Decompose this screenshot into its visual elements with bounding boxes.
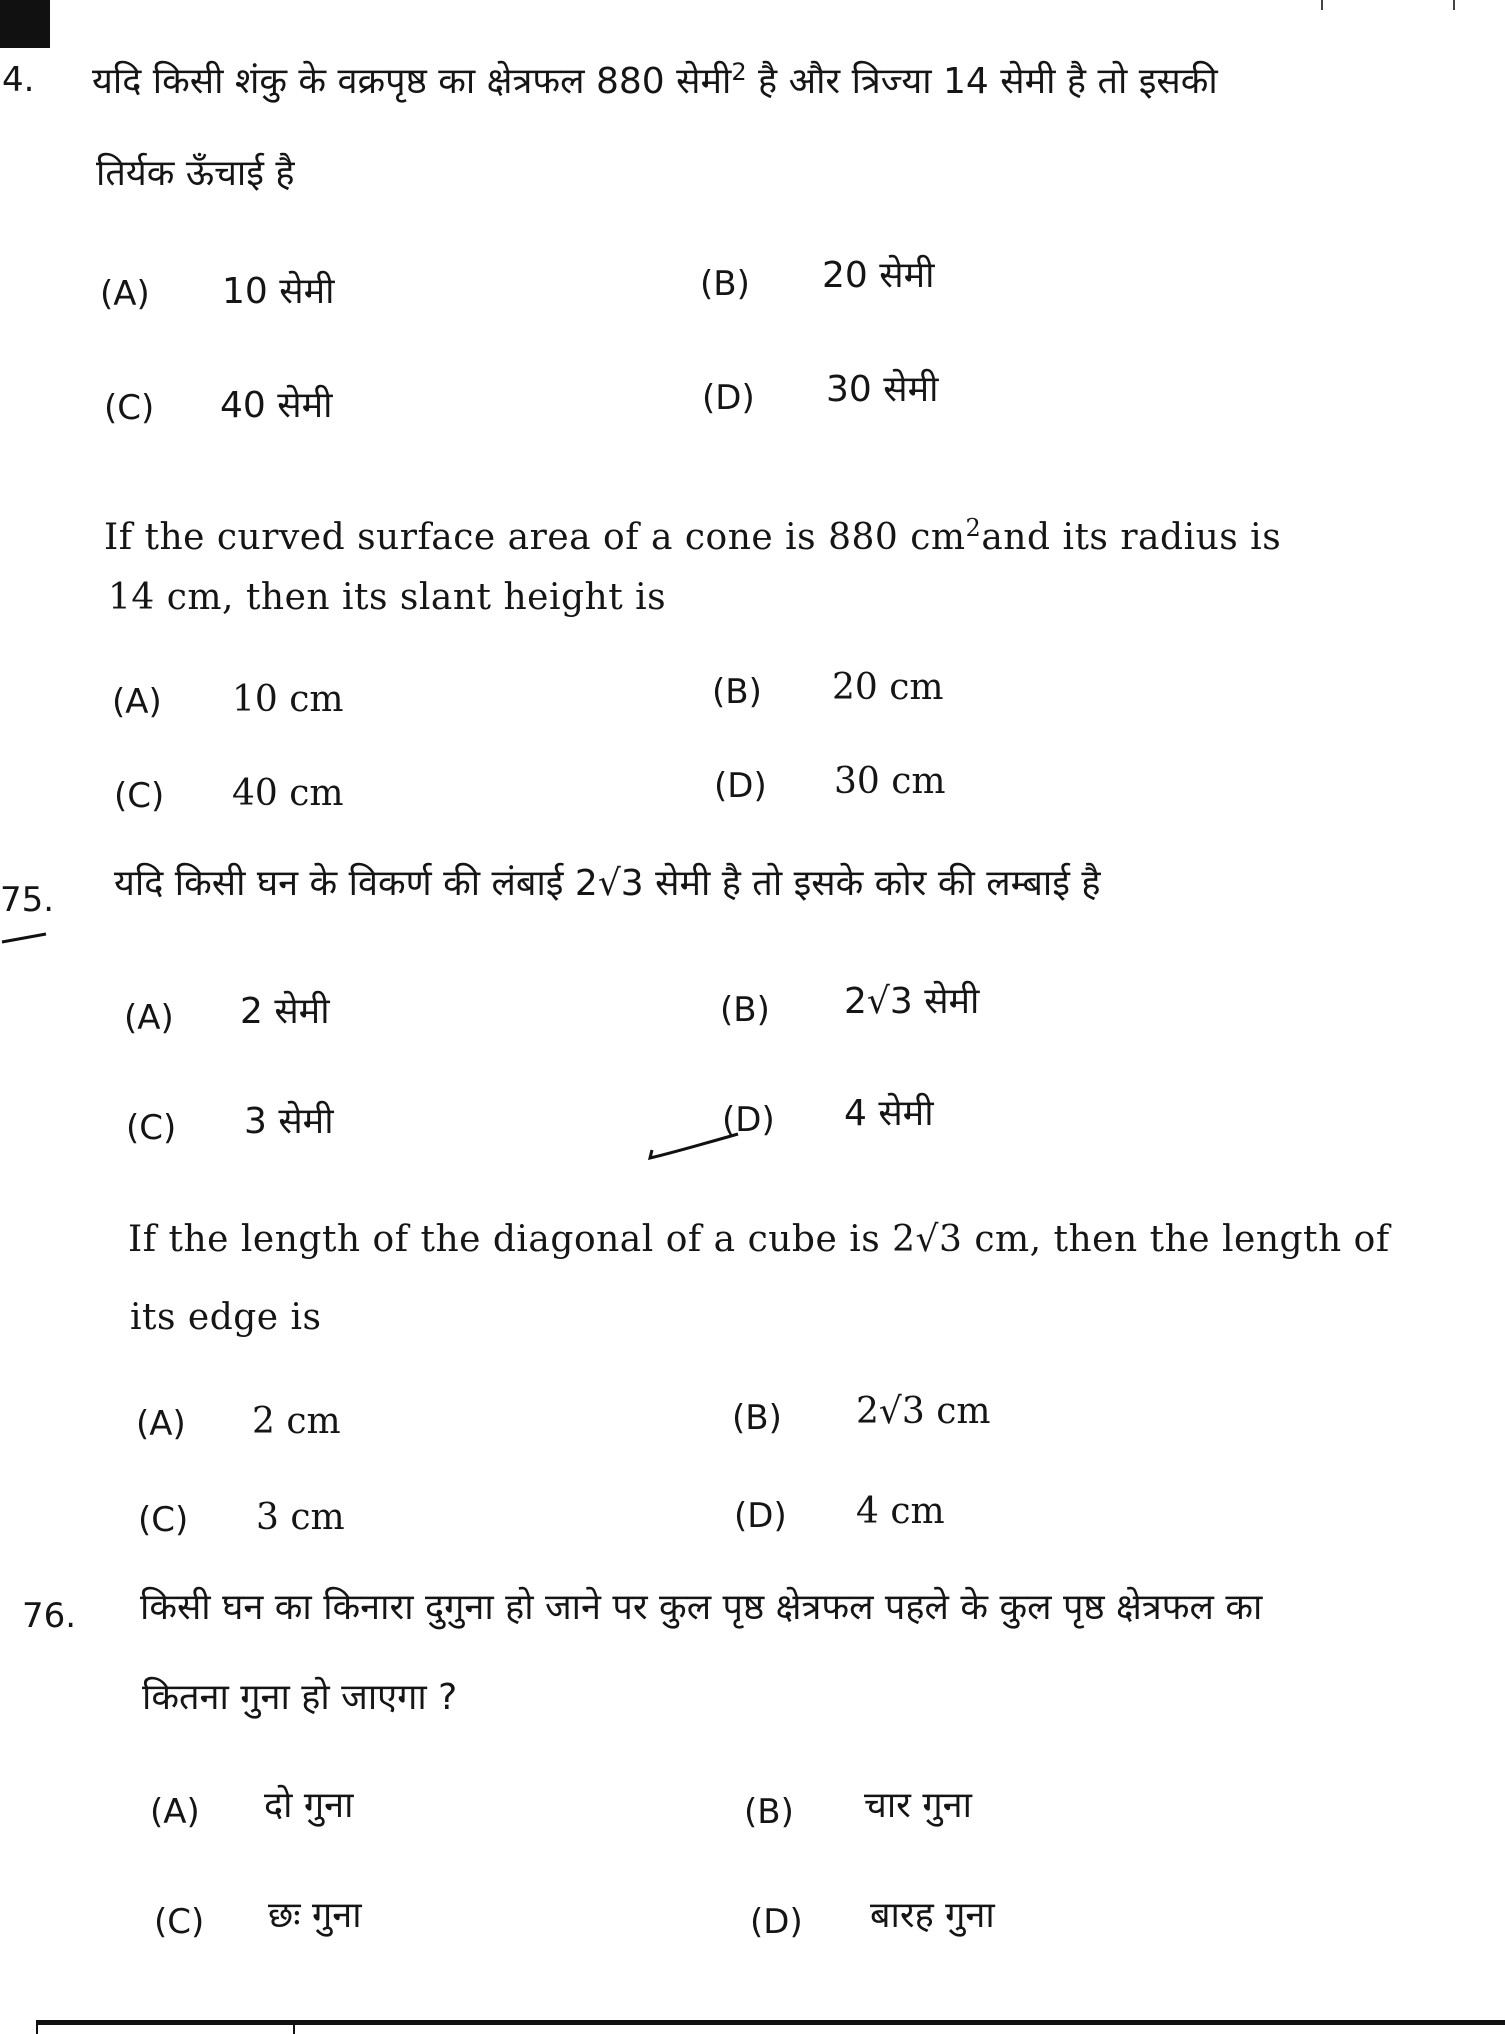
- option-value: 40 सेमी: [220, 385, 333, 426]
- option-value: 20 cm: [832, 667, 944, 708]
- option-label: (D): [734, 1496, 787, 1536]
- option-value: 4 cm: [856, 1491, 945, 1532]
- option-value: 2 सेमी: [240, 991, 330, 1032]
- question-english-line1: If the curved surface area of a cone is 880 $cm^2and$ its radius is: [104, 514, 1282, 558]
- page-number-bracket: [1321, 0, 1455, 10]
- option-value: चार गुना: [864, 1785, 972, 1826]
- option-label: (A): [136, 1404, 186, 1444]
- page-corner-mark: [0, 0, 50, 48]
- option-value: बारह गुना: [870, 1895, 995, 1936]
- option-label: (A): [124, 998, 174, 1038]
- option-value: 2 cm: [252, 1401, 341, 1442]
- option-label: (B): [744, 1792, 794, 1832]
- question-english-line2: 14 cm, then its slant height is: [108, 577, 667, 618]
- option-value: 10 cm: [232, 679, 344, 720]
- option-value: 3 cm: [256, 1497, 345, 1538]
- question-hindi-line1: यदि किसी घन के विकर्ण की लंबाई 2√3 सेमी है तो इसके कोर की लम्बाई है: [114, 863, 1101, 904]
- option-label: (D): [702, 378, 755, 418]
- question-hindi-line1: किसी घन का किनारा दुगुना हो जाने पर कुल पृष्ठ क्षेत्रफल पहले के कुल पृष्ठ क्षेत्रफल का: [140, 1587, 1263, 1628]
- option-label: (C): [154, 1902, 205, 1942]
- option-label: (B): [732, 1398, 782, 1438]
- question-hindi-line1: यदि किसी शंकु के वक्रपृष्ठ का क्षेत्रफल 880 सेमी$^2$ है और त्रिज्या 14 सेमी है तो इसकी: [92, 58, 1218, 102]
- question-number: 75.: [0, 880, 55, 920]
- option-label: (A): [112, 682, 162, 722]
- option-label: (C): [104, 388, 155, 428]
- option-value: छः गुना: [268, 1895, 362, 1936]
- option-label: (B): [720, 990, 770, 1030]
- option-value: 2√3 cm: [856, 1391, 991, 1432]
- option-value: 40 cm: [232, 773, 344, 814]
- question-hindi-line2: तिर्यक ऊँचाई है: [96, 153, 295, 194]
- question-number: 76.: [22, 1596, 77, 1636]
- option-value: 30 cm: [834, 761, 946, 802]
- option-label: (A): [150, 1792, 200, 1832]
- question-english-line2: its edge is: [130, 1297, 322, 1338]
- option-value: 20 सेमी: [822, 255, 935, 296]
- option-label: (C): [126, 1108, 177, 1148]
- option-value: 30 सेमी: [826, 369, 939, 410]
- option-value: 3 सेमी: [244, 1101, 334, 1142]
- option-value: 4 सेमी: [844, 1093, 934, 1134]
- tick-mark-icon: [648, 1128, 758, 1168]
- option-label: (D): [714, 766, 767, 806]
- question-english-line1: If the length of the diagonal of a cube is 2√3 cm, then the length of: [128, 1219, 1390, 1260]
- option-label: (C): [138, 1500, 189, 1540]
- option-label: (B): [700, 264, 750, 304]
- question-hindi-line2: कितना गुना हो जाएगा ?: [142, 1677, 458, 1718]
- option-label: (C): [114, 776, 165, 816]
- pen-mark-icon: [0, 930, 50, 944]
- option-label: (A): [100, 274, 150, 314]
- bottom-box: [36, 2020, 295, 2034]
- option-value: दो गुना: [264, 1785, 354, 1826]
- option-label: (D): [750, 1902, 803, 1942]
- question-number: 4.: [2, 60, 35, 100]
- option-label: (D): [722, 1100, 775, 1140]
- option-value: 10 सेमी: [222, 271, 335, 312]
- option-value: 2√3 सेमी: [844, 981, 980, 1022]
- option-label: (B): [712, 672, 762, 712]
